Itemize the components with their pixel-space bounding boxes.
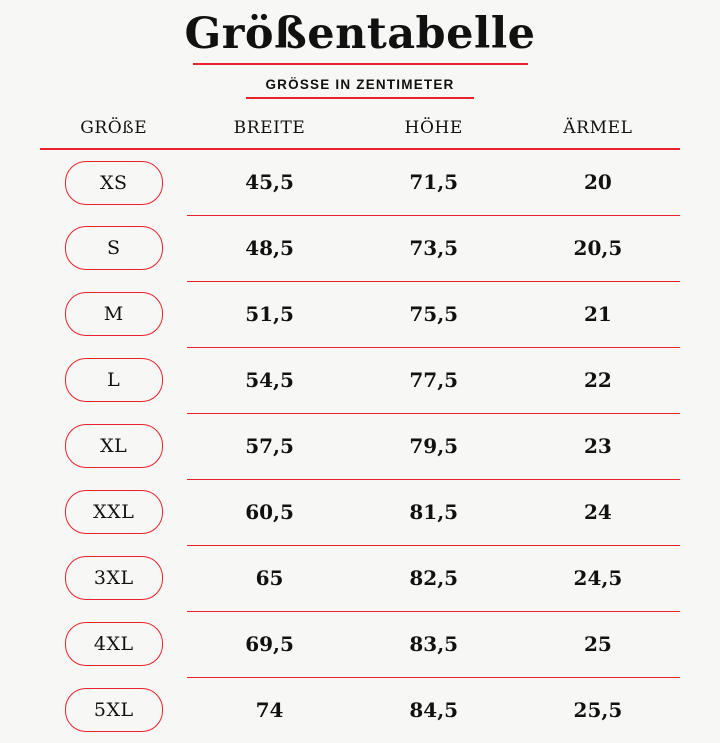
size-badge: 3XL xyxy=(65,556,163,600)
size-cell xyxy=(40,281,187,347)
sleeve-cell: 20 xyxy=(516,149,680,216)
height-cell: 77,5 xyxy=(352,347,516,413)
height-cell: 71,5 xyxy=(352,149,516,216)
size-cell xyxy=(40,611,187,677)
table-row xyxy=(40,413,680,479)
width-cell: 69,5 xyxy=(187,611,351,677)
height-cell: 75,5 xyxy=(352,281,516,347)
size-cell xyxy=(40,413,187,479)
page-subtitle: GRÖSSE IN ZENTIMETER xyxy=(265,77,455,93)
width-cell: 48,5 xyxy=(187,215,351,281)
width-cell: 65 xyxy=(187,545,351,611)
size-badge: S xyxy=(65,226,163,270)
sleeve-cell: 24,5 xyxy=(516,545,680,611)
size-badge: L xyxy=(65,358,163,402)
table-row xyxy=(40,215,680,281)
width-cell: 60,5 xyxy=(187,479,351,545)
table-row xyxy=(40,545,680,611)
width-cell: 51,5 xyxy=(187,281,351,347)
table-header-row xyxy=(40,117,680,149)
size-badge: XS xyxy=(65,161,163,205)
size-cell xyxy=(40,677,187,743)
table-row xyxy=(40,281,680,347)
size-cell xyxy=(40,545,187,611)
column-header-sleeve: ÄRMEL xyxy=(516,117,680,149)
height-cell: 73,5 xyxy=(352,215,516,281)
size-cell xyxy=(40,149,187,216)
sleeve-cell: 24 xyxy=(516,479,680,545)
height-cell: 81,5 xyxy=(352,479,516,545)
size-badge: XXL xyxy=(65,490,163,534)
table-row xyxy=(40,479,680,545)
height-cell: 83,5 xyxy=(352,611,516,677)
subtitle-underline xyxy=(246,97,474,99)
width-cell: 57,5 xyxy=(187,413,351,479)
table-row xyxy=(40,149,680,216)
sleeve-cell: 22 xyxy=(516,347,680,413)
height-cell: 82,5 xyxy=(352,545,516,611)
height-cell: 84,5 xyxy=(409,698,459,723)
size-badge: M xyxy=(65,292,163,336)
page-title: Größentabelle xyxy=(184,9,536,59)
column-header-width: BREITE xyxy=(187,117,351,149)
height-cell: 79,5 xyxy=(352,413,516,479)
sleeve-cell: 20,5 xyxy=(516,215,680,281)
size-badge: 5XL xyxy=(65,688,163,732)
sleeve-cell: 25,5 xyxy=(573,698,623,723)
table-row xyxy=(40,347,680,413)
title-underline xyxy=(193,63,528,65)
table-row xyxy=(40,611,680,677)
sleeve-cell: 21 xyxy=(516,281,680,347)
width-cell: 45,5 xyxy=(187,149,351,216)
size-cell xyxy=(40,347,187,413)
width-cell: 54,5 xyxy=(187,347,351,413)
width-cell: 74 xyxy=(255,698,284,723)
sleeve-cell: 23 xyxy=(516,413,680,479)
column-header-size: GRÖßE xyxy=(40,117,187,149)
size-cell xyxy=(40,479,187,545)
size-badge: XL xyxy=(65,424,163,468)
table-row xyxy=(40,677,680,743)
size-cell xyxy=(40,215,187,281)
sleeve-cell: 25 xyxy=(516,611,680,677)
size-table xyxy=(40,117,680,743)
size-badge: 4XL xyxy=(65,622,163,666)
column-header-height: HÖHE xyxy=(352,117,516,149)
